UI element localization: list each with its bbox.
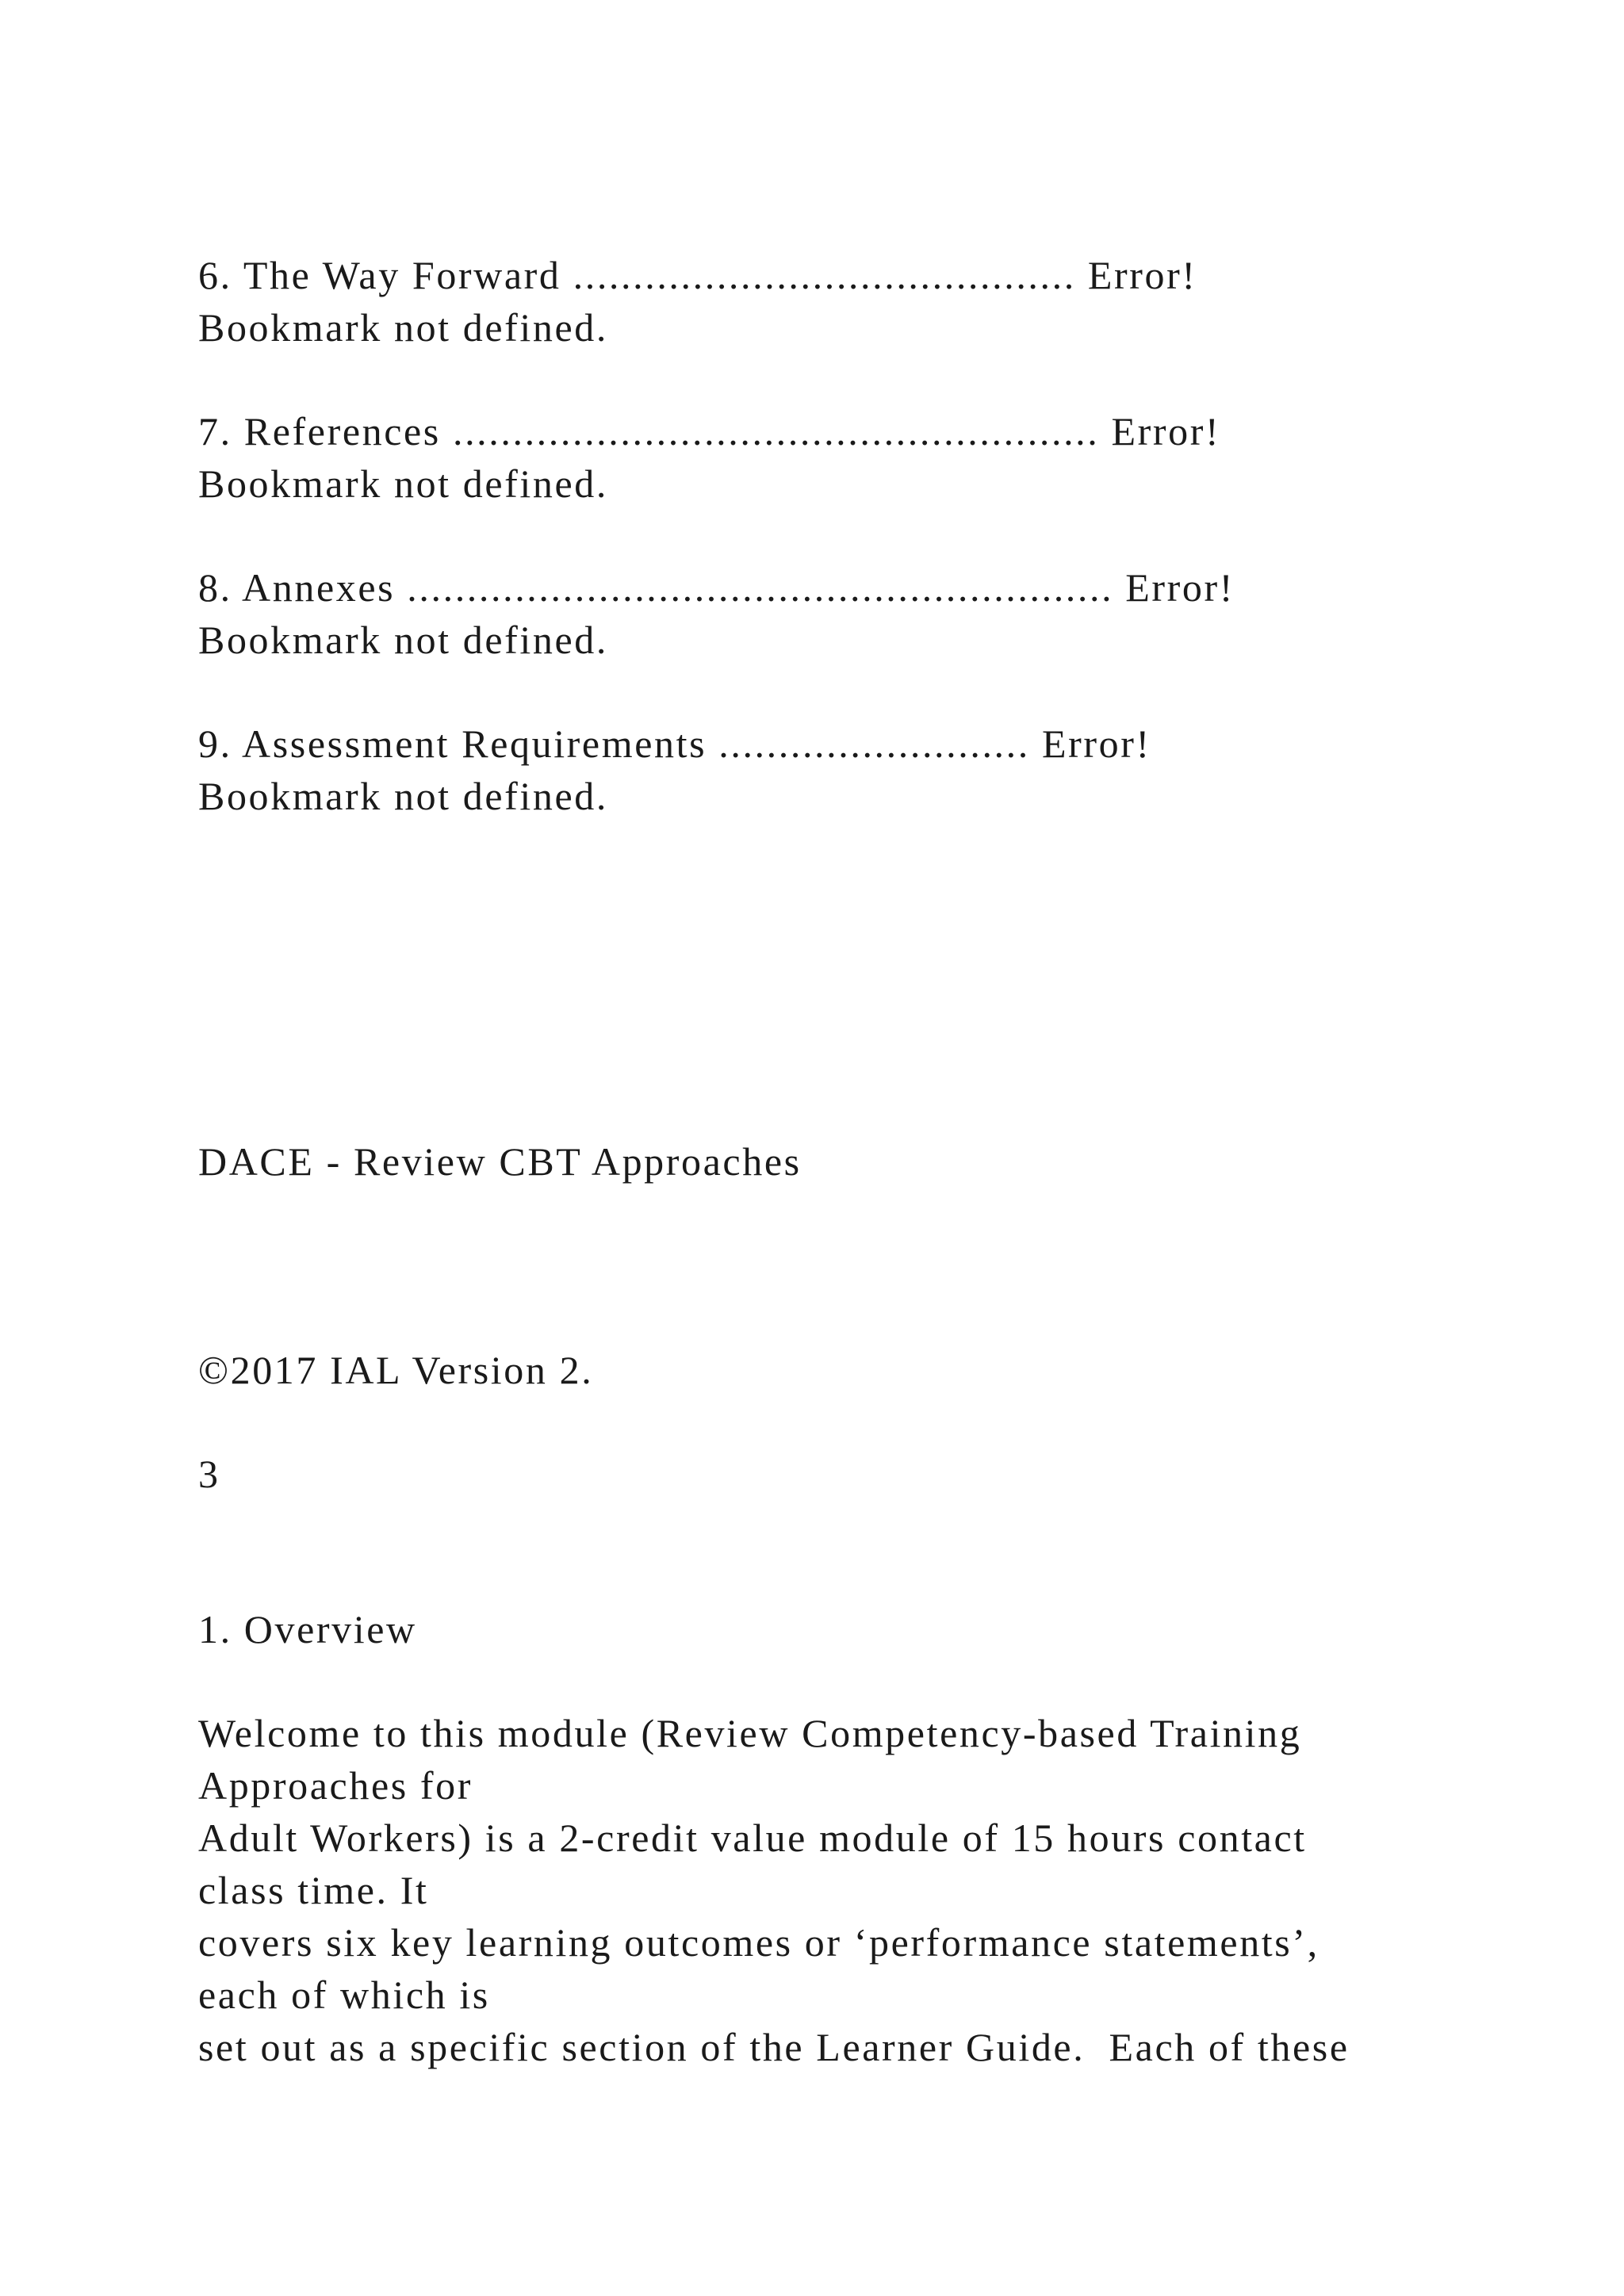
section-heading: 1. Overview xyxy=(198,1607,417,1651)
body-line: Approaches for xyxy=(198,1763,473,1808)
body-line: Adult Workers) is a 2-credit value module of 15 hours contact xyxy=(198,1816,1307,1860)
footer-title: DACE - Review CBT Approaches xyxy=(198,1139,802,1184)
toc-entry-line: 8. Annexes ........................................................... Error! xyxy=(198,565,1235,610)
toc-entry-line: Bookmark not defined. xyxy=(198,774,609,818)
body-line: each of which is xyxy=(198,1973,490,2017)
toc-entry-line: 7. References ...................................................... Error! xyxy=(198,409,1221,453)
body-line: class time. It xyxy=(198,1868,429,1912)
body-line: set out as a specific section of the Learner Guide. Each of these xyxy=(198,2025,1350,2069)
toc-entry-line: Bookmark not defined. xyxy=(198,461,609,506)
footer-copyright: ©2017 IAL Version 2. xyxy=(198,1348,594,1392)
toc-entry-line: Bookmark not defined. xyxy=(198,618,609,662)
body-line: covers six key learning outcomes or ‘performance statements’, xyxy=(198,1920,1320,1965)
toc-entry-line: 6. The Way Forward .......................................... Error! xyxy=(198,253,1197,297)
page-number: 3 xyxy=(198,1452,220,1496)
toc-entry-line: 9. Assessment Requirements .......................... Error! xyxy=(198,721,1151,766)
toc-entry-line: Bookmark not defined. xyxy=(198,305,609,350)
body-line: Welcome to this module (Review Competency-based Training xyxy=(198,1711,1302,1755)
